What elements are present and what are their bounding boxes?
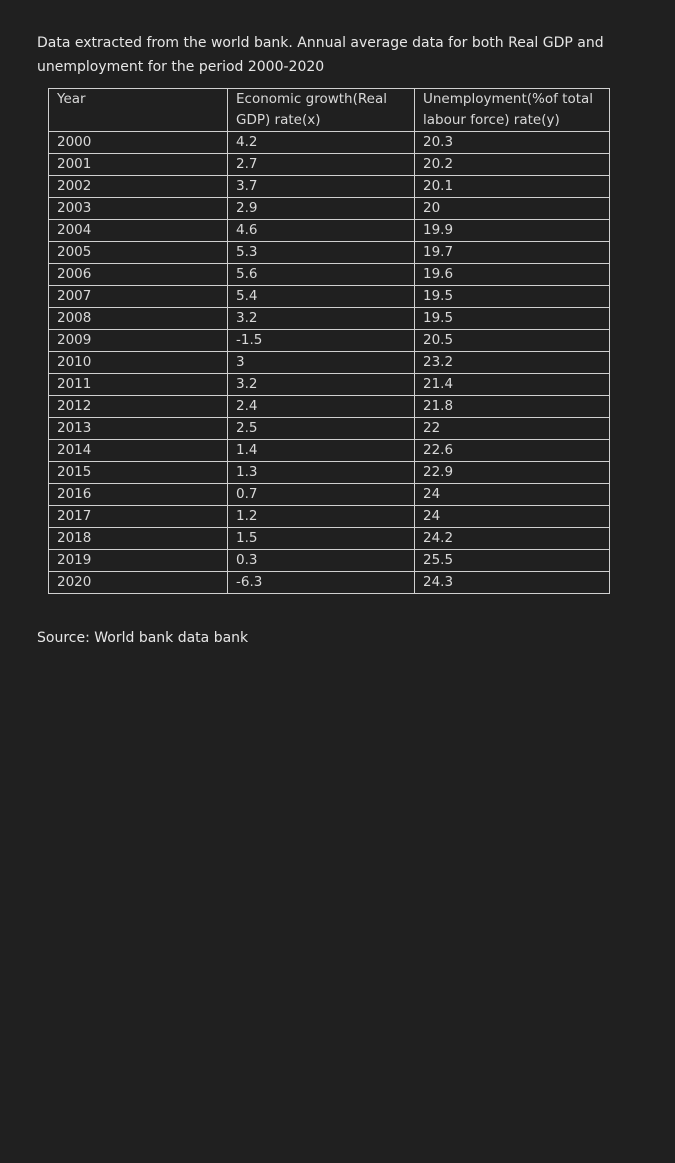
cell-gdp-growth: 0.3 [228,550,415,572]
table-row [49,308,610,330]
cell-year: 2011 [49,374,228,396]
cell-gdp-growth: -1.5 [228,330,415,352]
cell-unemployment: 21.4 [415,374,610,396]
cell-gdp-growth: 5.4 [228,286,415,308]
table-row [49,242,610,264]
table-row [49,220,610,242]
cell-year: 2009 [49,330,228,352]
cell-unemployment: 19.9 [415,220,610,242]
cell-year: 2007 [49,286,228,308]
cell-unemployment: 22 [415,418,610,440]
table-body [49,132,610,594]
cell-year: 2016 [49,484,228,506]
cell-year: 2014 [49,440,228,462]
cell-year: 2019 [49,550,228,572]
cell-unemployment: 22.9 [415,462,610,484]
cell-gdp-growth: 4.6 [228,220,415,242]
header-unemployment: Unemployment(%of total labour force) rate(y) [415,89,610,132]
cell-year: 2020 [49,572,228,594]
table-row [49,286,610,308]
header-gdp-growth: Economic growth(Real GDP) rate(x) [228,89,415,132]
table-row [49,484,610,506]
cell-gdp-growth: 3 [228,352,415,374]
table-row [49,176,610,198]
cell-unemployment: 19.5 [415,308,610,330]
cell-gdp-growth: 1.2 [228,506,415,528]
cell-gdp-growth: 2.9 [228,198,415,220]
cell-year: 2003 [49,198,228,220]
cell-year: 2012 [49,396,228,418]
cell-unemployment: 22.6 [415,440,610,462]
cell-gdp-growth: 2.5 [228,418,415,440]
cell-unemployment: 20 [415,198,610,220]
cell-gdp-growth: 2.4 [228,396,415,418]
cell-unemployment: 21.8 [415,396,610,418]
cell-gdp-growth: 1.3 [228,462,415,484]
cell-gdp-growth: 1.5 [228,528,415,550]
cell-gdp-growth: 3.2 [228,308,415,330]
cell-unemployment: 19.6 [415,264,610,286]
cell-gdp-growth: 5.3 [228,242,415,264]
table-row [49,154,610,176]
cell-year: 2000 [49,132,228,154]
table-header-row [49,89,610,132]
cell-unemployment: 19.5 [415,286,610,308]
source-text: Source: World bank data bank [37,630,249,646]
cell-year: 2015 [49,462,228,484]
cell-unemployment: 20.1 [415,176,610,198]
table-row [49,418,610,440]
table-row [49,264,610,286]
cell-unemployment: 20.5 [415,330,610,352]
cell-unemployment: 24 [415,506,610,528]
cell-unemployment: 20.3 [415,132,610,154]
cell-year: 2005 [49,242,228,264]
cell-unemployment: 23.2 [415,352,610,374]
cell-unemployment: 19.7 [415,242,610,264]
cell-gdp-growth: 0.7 [228,484,415,506]
cell-year: 2006 [49,264,228,286]
cell-year: 2018 [49,528,228,550]
cell-year: 2008 [49,308,228,330]
table-row [49,550,610,572]
cell-year: 2002 [49,176,228,198]
cell-gdp-growth: 3.2 [228,374,415,396]
table-row [49,528,610,550]
cell-year: 2013 [49,418,228,440]
cell-gdp-growth: 5.6 [228,264,415,286]
data-table [48,88,610,594]
cell-gdp-growth: -6.3 [228,572,415,594]
table-row [49,396,610,418]
table-row [49,198,610,220]
cell-year: 2017 [49,506,228,528]
cell-gdp-growth: 1.4 [228,440,415,462]
cell-gdp-growth: 4.2 [228,132,415,154]
header-year: Year [49,89,228,132]
cell-gdp-growth: 2.7 [228,154,415,176]
cell-unemployment: 24.3 [415,572,610,594]
table-row [49,462,610,484]
table-row [49,132,610,154]
cell-year: 2010 [49,352,228,374]
table-row [49,440,610,462]
cell-year: 2001 [49,154,228,176]
table-row [49,374,610,396]
cell-year: 2004 [49,220,228,242]
cell-unemployment: 24 [415,484,610,506]
cell-unemployment: 24.2 [415,528,610,550]
cell-gdp-growth: 3.7 [228,176,415,198]
cell-unemployment: 25.5 [415,550,610,572]
table-row [49,330,610,352]
cell-unemployment: 20.2 [415,154,610,176]
table-row [49,572,610,594]
table-row [49,352,610,374]
table-row [49,506,610,528]
intro-text: Data extracted from the world bank. Annual average data for both Real GDP and unemployment for the period 2000-2020 [37,35,604,75]
